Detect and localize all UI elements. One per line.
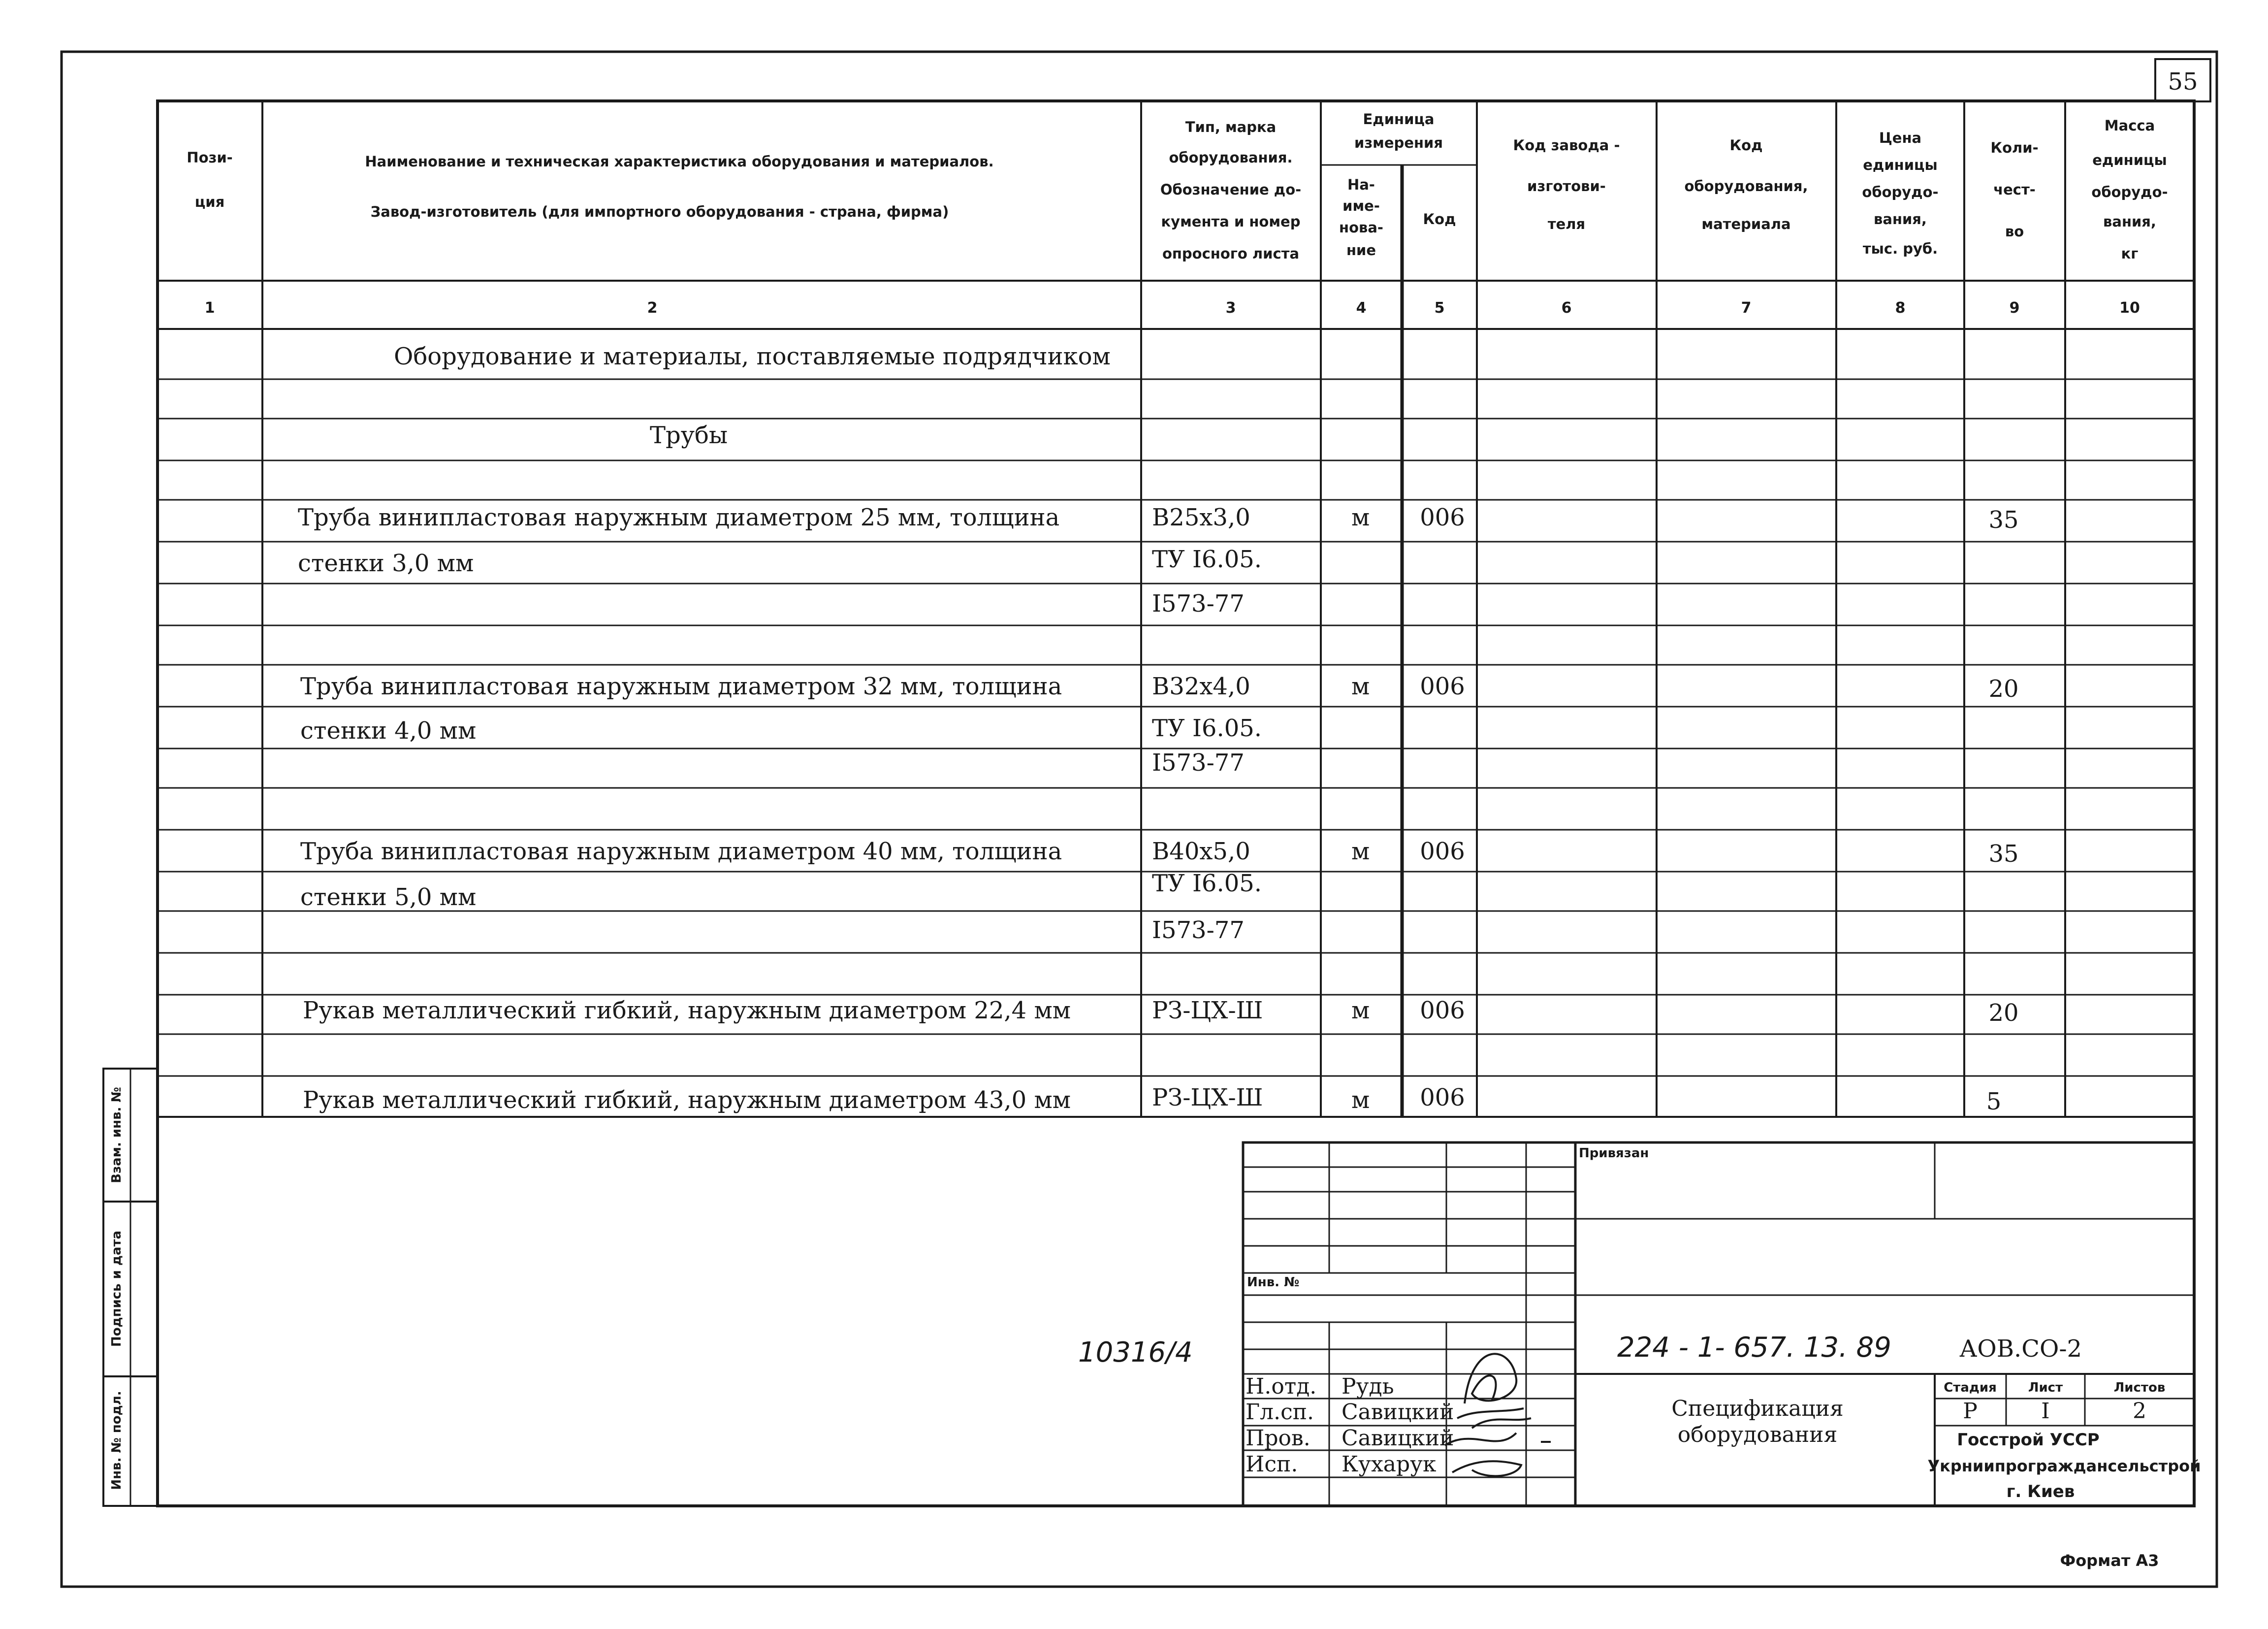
header-mass-2: единицы xyxy=(2092,152,2167,168)
privyazan-label: Привязан xyxy=(1579,1146,1649,1161)
header-equipcode-3: материала xyxy=(1701,216,1791,232)
header-equipcode-1: Код xyxy=(1729,137,1763,154)
subsection-title: Трубы xyxy=(650,422,728,449)
item-unit: м xyxy=(1351,1086,1370,1114)
header-qty-1: Коли- xyxy=(1990,139,2039,156)
title-block xyxy=(1243,1142,2201,1506)
item-type: РЗ-ЦХ-Ш xyxy=(1152,1084,1263,1111)
header-mass-5: кг xyxy=(2121,245,2139,262)
item-unit: м xyxy=(1351,997,1370,1024)
item-doc: ТУ I6.05. xyxy=(1152,870,1262,897)
item-doc: ТУ I6.05. xyxy=(1152,715,1262,742)
section-title: Оборудование и материалы, поставляемые подрядчиком xyxy=(394,343,1111,370)
sheets-value: 2 xyxy=(2133,1399,2146,1424)
stage-value: Р xyxy=(1963,1399,1978,1424)
header-unit-2: измерения xyxy=(1354,134,1443,151)
col-number: 3 xyxy=(1225,299,1236,317)
side-podpis-label: Подпись и дата xyxy=(109,1230,124,1347)
item-type: В40х5,0 xyxy=(1152,838,1250,865)
col-number: 8 xyxy=(1895,299,1906,317)
header-mass-1: Масса xyxy=(2104,117,2155,134)
header-name-2: Завод-изготовитель (для импортного оборудования - страна, фирма) xyxy=(370,203,949,220)
item-type: В32х4,0 xyxy=(1152,673,1250,700)
item-unit: м xyxy=(1351,673,1370,700)
item-doc-number: I573-77 xyxy=(1152,749,1245,777)
col-number: 4 xyxy=(1356,299,1367,317)
item-qty: 20 xyxy=(1988,999,2019,1027)
header-price-4: вания, xyxy=(1874,211,1927,228)
item-unit: м xyxy=(1351,504,1370,531)
item-code: 006 xyxy=(1420,838,1465,865)
signature-scribbles xyxy=(1445,1354,1551,1476)
item-name-line1: Рукав металлический гибкий, наружным диаметром 22,4 мм xyxy=(303,997,1071,1024)
inv-no-label: Инв. № xyxy=(1247,1275,1300,1290)
header-ucode: Код xyxy=(1423,211,1456,228)
side-inv-podl-label: Инв. № подл. xyxy=(109,1391,124,1490)
item-qty: 35 xyxy=(1988,840,2019,868)
item-qty: 20 xyxy=(1988,675,2019,703)
sheets-header: Листов xyxy=(2113,1380,2166,1395)
header-pos-1: Пози- xyxy=(187,149,233,166)
header-factory-1: Код завода - xyxy=(1513,137,1620,154)
header-mass-3: оборудо- xyxy=(2091,184,2168,200)
sheet-code: АОВ.СО-2 xyxy=(1959,1335,2082,1363)
header-type-2: оборудования. xyxy=(1169,149,1293,166)
col-number: 5 xyxy=(1434,299,1445,317)
header-pos-2: ция xyxy=(194,194,225,210)
column-numbers-row xyxy=(205,299,2140,317)
table-header xyxy=(187,111,2168,262)
item-name-line1: Труба винипластовая наружным диаметром 40 мм, толщина xyxy=(300,838,1062,865)
signer-name: Рудь xyxy=(1342,1374,1394,1399)
item-unit: м xyxy=(1351,838,1370,865)
header-equipcode-2: оборудования, xyxy=(1684,178,1808,195)
item-name-line2: стенки 5,0 мм xyxy=(300,883,477,911)
spec-title-line2: оборудования xyxy=(1677,1422,1838,1447)
item-type: В25х3,0 xyxy=(1152,504,1250,531)
header-uname-2: име- xyxy=(1342,197,1380,214)
item-doc-number: I573-77 xyxy=(1152,590,1245,618)
col-number: 6 xyxy=(1561,299,1572,317)
archive-number: 10316/4 xyxy=(1078,1336,1193,1368)
org-line3: г. Киев xyxy=(2006,1482,2075,1501)
header-type-1: Тип, марка xyxy=(1185,119,1277,135)
signer-role: Пров. xyxy=(1246,1426,1310,1451)
header-qty-3: во xyxy=(2005,223,2024,240)
header-type-3: Обозначение до- xyxy=(1160,181,1302,198)
table-row xyxy=(298,504,2019,618)
header-type-5: опросного листа xyxy=(1162,245,1300,262)
item-qty: 5 xyxy=(1986,1088,2002,1115)
table-row xyxy=(303,997,2019,1027)
col-number: 2 xyxy=(647,299,658,317)
org-line1: Госстрой УССР xyxy=(1957,1430,2100,1450)
header-price-1: Цена xyxy=(1879,130,1922,146)
header-uname-1: На- xyxy=(1347,176,1375,193)
item-qty: 35 xyxy=(1988,506,2019,534)
side-stamp xyxy=(103,1069,158,1506)
item-name-line2: стенки 3,0 мм xyxy=(298,550,474,577)
header-type-4: кумента и номер xyxy=(1161,213,1301,230)
table-row xyxy=(303,1084,2001,1115)
signer-name: Савицкий xyxy=(1342,1400,1454,1425)
sheet-value: I xyxy=(2041,1399,2050,1424)
item-code: 006 xyxy=(1420,1084,1465,1111)
header-qty-2: чест- xyxy=(1993,181,2036,198)
header-mass-4: вания, xyxy=(2103,213,2156,230)
document-number: 224 - 1- 657. 13. 89 xyxy=(1617,1332,1891,1364)
header-price-3: оборудо- xyxy=(1862,184,1939,200)
page-number: 55 xyxy=(2168,68,2198,96)
header-factory-2: изготови- xyxy=(1527,178,1606,195)
org-line2: Укрниипрограждансельстрой xyxy=(1927,1457,2201,1475)
signer-role: Гл.сп. xyxy=(1246,1400,1314,1425)
col-number: 9 xyxy=(2009,299,2020,317)
item-type: РЗ-ЦХ-Ш xyxy=(1152,997,1263,1024)
side-vzam-label: Взам. инв. № xyxy=(109,1087,124,1183)
header-name-1: Наименование и техническая характеристика оборудования и материалов. xyxy=(365,153,994,170)
header-uname-3: нова- xyxy=(1339,219,1383,236)
signer-name: Кухарук xyxy=(1342,1452,1437,1477)
header-factory-3: теля xyxy=(1547,216,1586,232)
col-number: 10 xyxy=(2119,299,2140,317)
col-number: 1 xyxy=(204,299,215,317)
header-uname-4: ние xyxy=(1346,242,1376,259)
table-row xyxy=(300,673,2019,777)
spec-title-line1: Спецификация xyxy=(1671,1396,1844,1421)
sheet-header: Лист xyxy=(2028,1380,2063,1395)
signer-name: Савицкий xyxy=(1342,1426,1454,1451)
item-name-line1: Рукав металлический гибкий, наружным диаметром 43,0 мм xyxy=(303,1086,1071,1114)
header-price-2: единицы xyxy=(1863,157,1938,173)
item-doc-number: I573-77 xyxy=(1152,916,1245,944)
item-code: 006 xyxy=(1420,997,1465,1024)
item-name-line1: Труба винипластовая наружным диаметром 32 мм, толщина xyxy=(300,673,1062,700)
header-unit-1: Единица xyxy=(1363,111,1435,128)
table-row xyxy=(300,838,2019,944)
signer-role: Исп. xyxy=(1246,1452,1298,1477)
item-doc: ТУ I6.05. xyxy=(1152,546,1262,573)
item-name-line2: стенки 4,0 мм xyxy=(300,717,477,745)
col-number: 7 xyxy=(1741,299,1752,317)
item-name-line1: Труба винипластовая наружным диаметром 25 мм, толщина xyxy=(298,504,1060,531)
header-price-5: тыс. руб. xyxy=(1862,240,1938,257)
stage-header: Стадия xyxy=(1944,1380,1997,1395)
item-code: 006 xyxy=(1420,673,1465,700)
signer-role: Н.отд. xyxy=(1246,1374,1317,1399)
format-label: Формат А3 xyxy=(2060,1551,2159,1570)
item-code: 006 xyxy=(1420,504,1465,531)
